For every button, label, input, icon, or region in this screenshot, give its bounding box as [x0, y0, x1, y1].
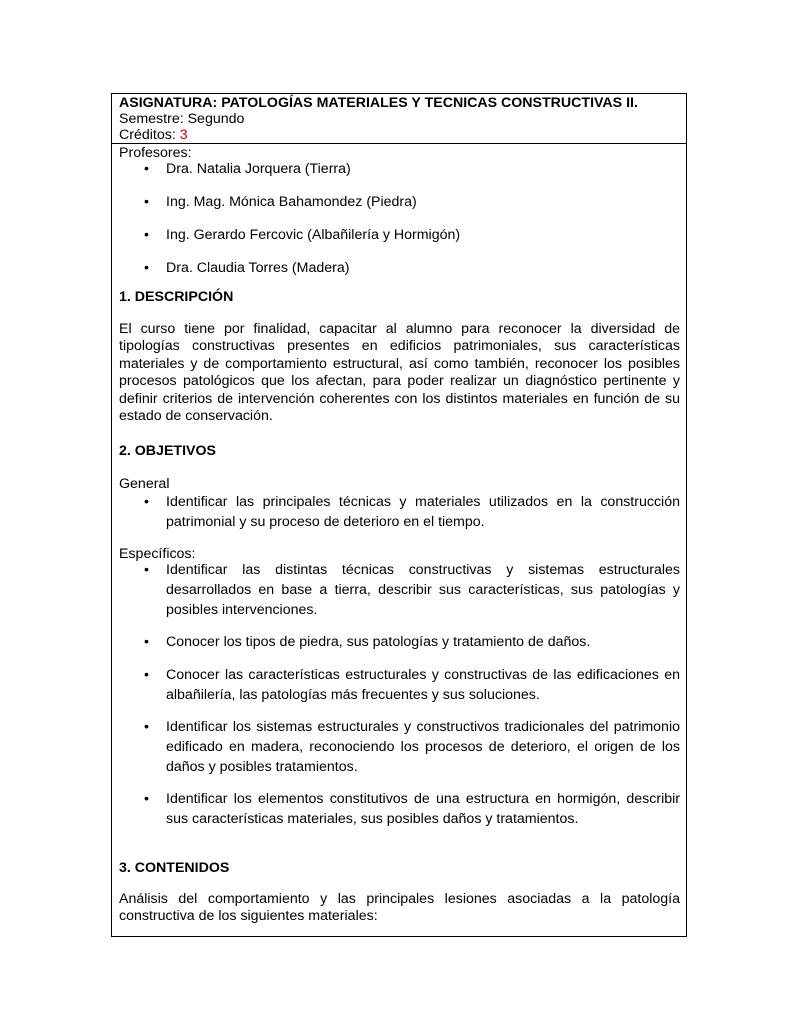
semester-line: Semestre: Segundo [119, 111, 245, 127]
specific-objectives-list [119, 560, 680, 829]
bullet-icon: • [144, 494, 149, 510]
course-header [112, 94, 686, 144]
bullet-icon: • [144, 633, 149, 650]
contents-heading: 3. CONTENIDOS [119, 859, 230, 876]
credits-line [119, 127, 686, 143]
syllabus-body [112, 145, 686, 926]
list-item [119, 225, 680, 245]
list-item [119, 717, 680, 777]
professor-name: Dra. Natalia Jorquera (Tierra) [166, 160, 351, 177]
bullet-icon: • [144, 193, 149, 210]
bullet-icon: • [144, 160, 149, 177]
objectives-heading: 2. OBJETIVOS [119, 442, 216, 459]
description-text: El curso tiene por finalidad, capacitar al alumno para reconocer la diversidad de tipologías constructivas presentes en edificios patrimoniales, sus características materiales y de comportamiento estructural, así como también, reconocer los posibles procesos patológicos que los afectan, para poder realizar un diagnóstico pertinente y definir criterios de intervención coherentes con los distintos materiales en función de su estado de conservación. [119, 320, 680, 424]
objective-text: Conocer las características estructurales y constructivas de las edificaciones en albañilería, las patologías más frecuentes y sus soluciones. [166, 666, 680, 703]
general-label: General [119, 475, 170, 492]
professor-name: Ing. Gerardo Fercovic (Albañilería y Hormigón) [166, 226, 461, 243]
objective-text: Identificar los sistemas estructurales y constructivos tradicionales del patrimonio edificado en madera, reconociendo los procesos de deterioro, el origen de los daños y posibles tratamientos. [166, 718, 680, 775]
bullet-icon: • [144, 561, 149, 578]
contents-text: Análisis del comportamiento y las principales lesiones asociadas a la patología constructiva de los siguientes materiales: [119, 890, 680, 924]
credits-label: Créditos: [119, 127, 180, 143]
credits-value: 3 [179, 127, 188, 143]
syllabus-page [111, 93, 687, 937]
objective-text: Conocer los tipos de piedra, sus patologías y tratamiento de daños. [166, 633, 591, 650]
list-item [119, 492, 680, 532]
list-item [119, 258, 680, 278]
professors-label: Profesores: [119, 145, 192, 161]
list-item [119, 632, 680, 652]
objective-text: Identificar las distintas técnicas constructivas y sistemas estructurales desarrollados en base a tierra, describir sus características, sus patologías y posibles intervenciones. [166, 561, 680, 618]
list-item [119, 560, 680, 620]
description-heading: 1. DESCRIPCIÓN [119, 288, 234, 305]
professor-name: Ing. Mag. Mónica Bahamondez (Piedra) [166, 193, 417, 210]
list-item [119, 159, 680, 179]
objective-text: Identificar los elementos constitutivos de una estructura en hormigón, describir sus características materiales, sus posibles daños y tratamientos. [166, 790, 680, 827]
bullet-icon: • [144, 259, 149, 276]
list-item [119, 192, 680, 212]
course-title: ASIGNATURA: PATOLOGÍAS MATERIALES Y TECNICAS CONSTRUCTIVAS II. [119, 95, 638, 111]
bullet-icon: • [144, 226, 149, 243]
objective-text: Identificar las principales técnicas y materiales utilizados en la construcción patrimonial y su proceso de deterioro en el tiempo. [166, 494, 680, 530]
list-item [119, 665, 680, 705]
list-item [119, 789, 680, 829]
specific-label: Específicos: [119, 546, 196, 562]
bullet-icon: • [144, 790, 149, 807]
bullet-icon: • [144, 666, 149, 683]
general-objectives-list [119, 492, 680, 532]
bullet-icon: • [144, 718, 149, 735]
professor-name: Dra. Claudia Torres (Madera) [166, 259, 350, 276]
professors-list [119, 159, 680, 278]
